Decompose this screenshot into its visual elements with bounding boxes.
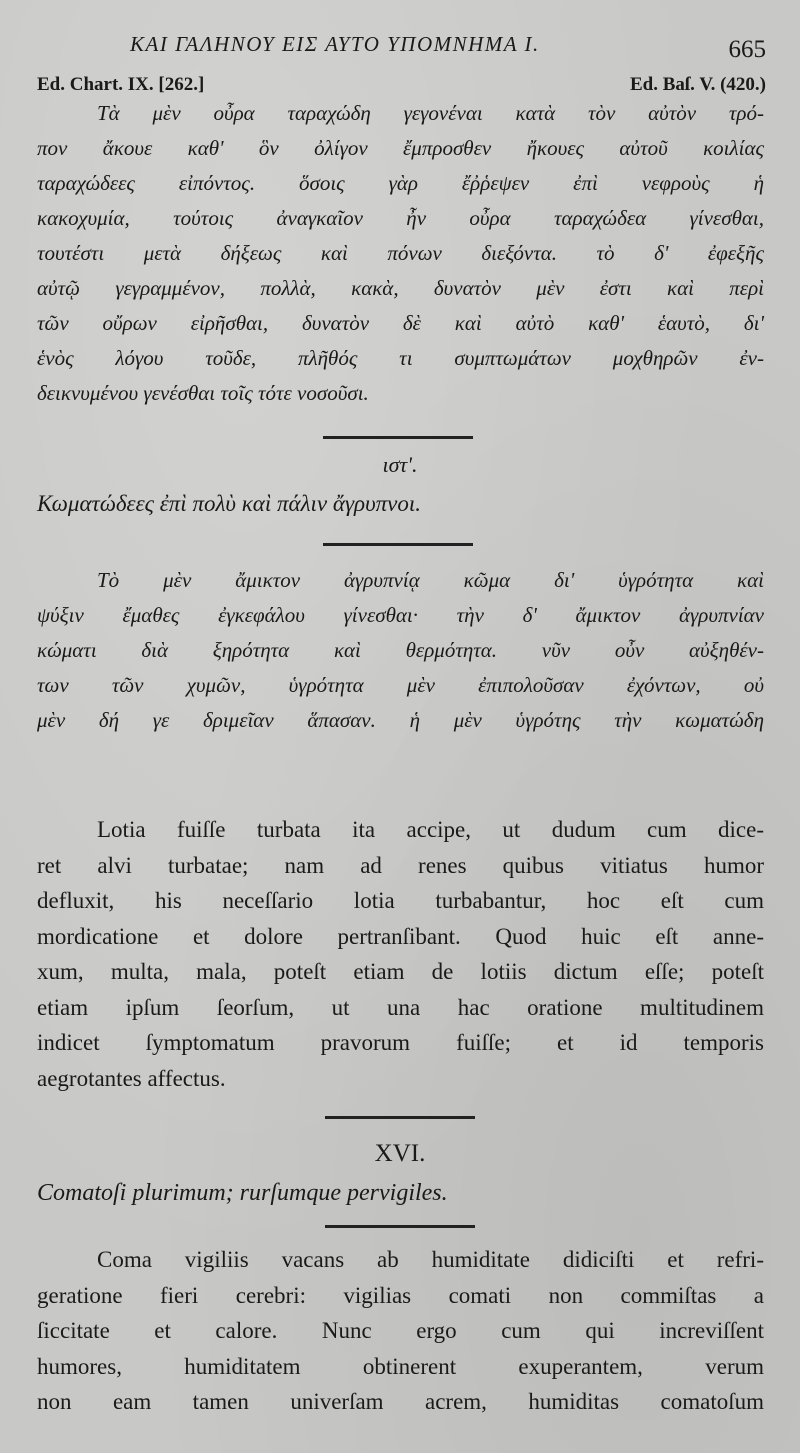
text-line: mordicatione et dolore pertranſibant. Quod huic eſt anne- (37, 923, 764, 949)
text-line: κώματι διὰ ξηρότητα καὶ θερμότητα. νῦν οὖν αὐξηθέν- (37, 638, 764, 662)
text-line: τῶν οὔρων εἰρῆσθαι, δυνατὸν δὲ καὶ αὐτὸ καθ' ἑαυτὸ, δι' (37, 311, 764, 335)
text-line: Coma vigiliis vacans ab humiditate didiciſti et refri- (97, 1247, 764, 1272)
text-line: Τὸ μὲν ἄμικτον ἀγρυπνίᾳ κῶμα δι' ὑγρότητα καὶ (97, 568, 764, 592)
text-line: Τὰ μὲν οὖρα ταραχώδη γεγονέναι κατὰ τὸν αὐτὸν τρό- (97, 101, 764, 125)
text-line: ſiccitate et calore. Nunc ergo cum qui increviſſent (37, 1318, 764, 1343)
text-line: αὐτῷ γεγραμμένον, πολλὰ, κακὰ, δυνατὸν μὲν ἐστι καὶ περὶ (37, 276, 764, 300)
text-line: πον ἄκουε καθ' ὃν ὀλίγον ἔμπροσθεν ἤκουες αὐτοῦ κοιλίας (37, 136, 764, 160)
text-line: δεικνυμένου γενέσθαι τοῖς τότε νοσοῦσι. (37, 381, 369, 405)
running-head: ΚΑΙ ΓΑΛΗΝΟΥ ΕΙΣ ΑΥΤΟ ΥΠΟΜΝΗΜΑ Ι. (130, 32, 540, 56)
section-divider (323, 543, 473, 546)
text-line: etiam ipſum ſeorſum, ut una hac oratione multitudinem (37, 994, 764, 1020)
greek-aphorism: Κωματώδεες ἐπὶ πολὺ καὶ πάλιν ἄγρυπνοι. (37, 491, 421, 516)
latin-section-number: XVI. (374, 1140, 426, 1167)
section-divider (325, 1116, 475, 1119)
text-line: geratione fieri cerebri: vigilias comati non commiſtas a (37, 1282, 764, 1308)
text-line: ψύξιν ἔμαθες ἐγκεφάλου γίνεσθαι· τὴν δ' ἄμικτον ἀγρυπνίαν (37, 603, 764, 627)
greek-section-number: ιστ'. (382, 452, 418, 477)
text-line: ἑνὸς λόγου τοῦδε, πλῆθός τι συμπτωμάτων μοχθηρῶν ἐν- (37, 346, 764, 370)
text-line: indicet ſymptomatum pravorum fuiſſe; et id temporis (37, 1030, 764, 1055)
section-divider (323, 436, 473, 439)
text-line: ret alvi turbatae; nam ad renes quibus vitiatus humor (37, 852, 764, 878)
text-line: non eam tamen univerſam acrem, humiditas comatoſum (37, 1389, 764, 1414)
text-line: ταραχώδεες εἰπόντος. ὅσοις γὰρ ἔῤῥεψεν ἐπὶ νεφροὺς ἡ (37, 171, 764, 195)
latin-commentary-2 (37, 1242, 764, 1420)
text-line: xum, multa, mala, poteſt etiam de lotiis dictum eſſe; poteſt (37, 959, 764, 984)
greek-commentary-2 (37, 563, 764, 738)
greek-commentary-1 (37, 96, 764, 411)
latin-aphorism: Comatoſi plurimum; rurſumque pervigiles. (37, 1180, 448, 1206)
edition-reference-left: Ed. Chart. IX. [262.] (37, 74, 205, 95)
section-divider (325, 1225, 475, 1228)
text-line: aegrotantes affectus. (37, 1065, 226, 1091)
text-line: humores, humiditatem obtinerent exuperantem, verum (37, 1353, 764, 1379)
page-number: 665 (728, 36, 766, 63)
latin-commentary-1 (37, 812, 764, 1096)
text-line: τουτέστι μετὰ δήξεως καὶ πόνων διεξόντα. τὸ δ' ἐφεξῆς (37, 241, 764, 265)
text-line: των τῶν χυμῶν, ὑγρότητα μὲν ἐπιπολοῦσαν ἐχόντων, οὐ (37, 673, 764, 697)
text-line: defluxit, his neceſſario lotia turbabantur, hoc eſt cum (37, 888, 764, 913)
text-line: Lotia fuiſſe turbata ita accipe, ut dudum cum dice- (97, 817, 764, 842)
text-line: κακοχυμία, τούτοις ἀναγκαῖον ἦν οὖρα ταραχώδεα γίνεσθαι, (37, 206, 764, 230)
text-line: μὲν δή γε δριμεῖαν ἅπασαν. ἡ μὲν ὑγρότης τὴν κωματώδη (37, 708, 764, 732)
edition-reference-right: Ed. Baſ. V. (420.) (629, 74, 766, 95)
